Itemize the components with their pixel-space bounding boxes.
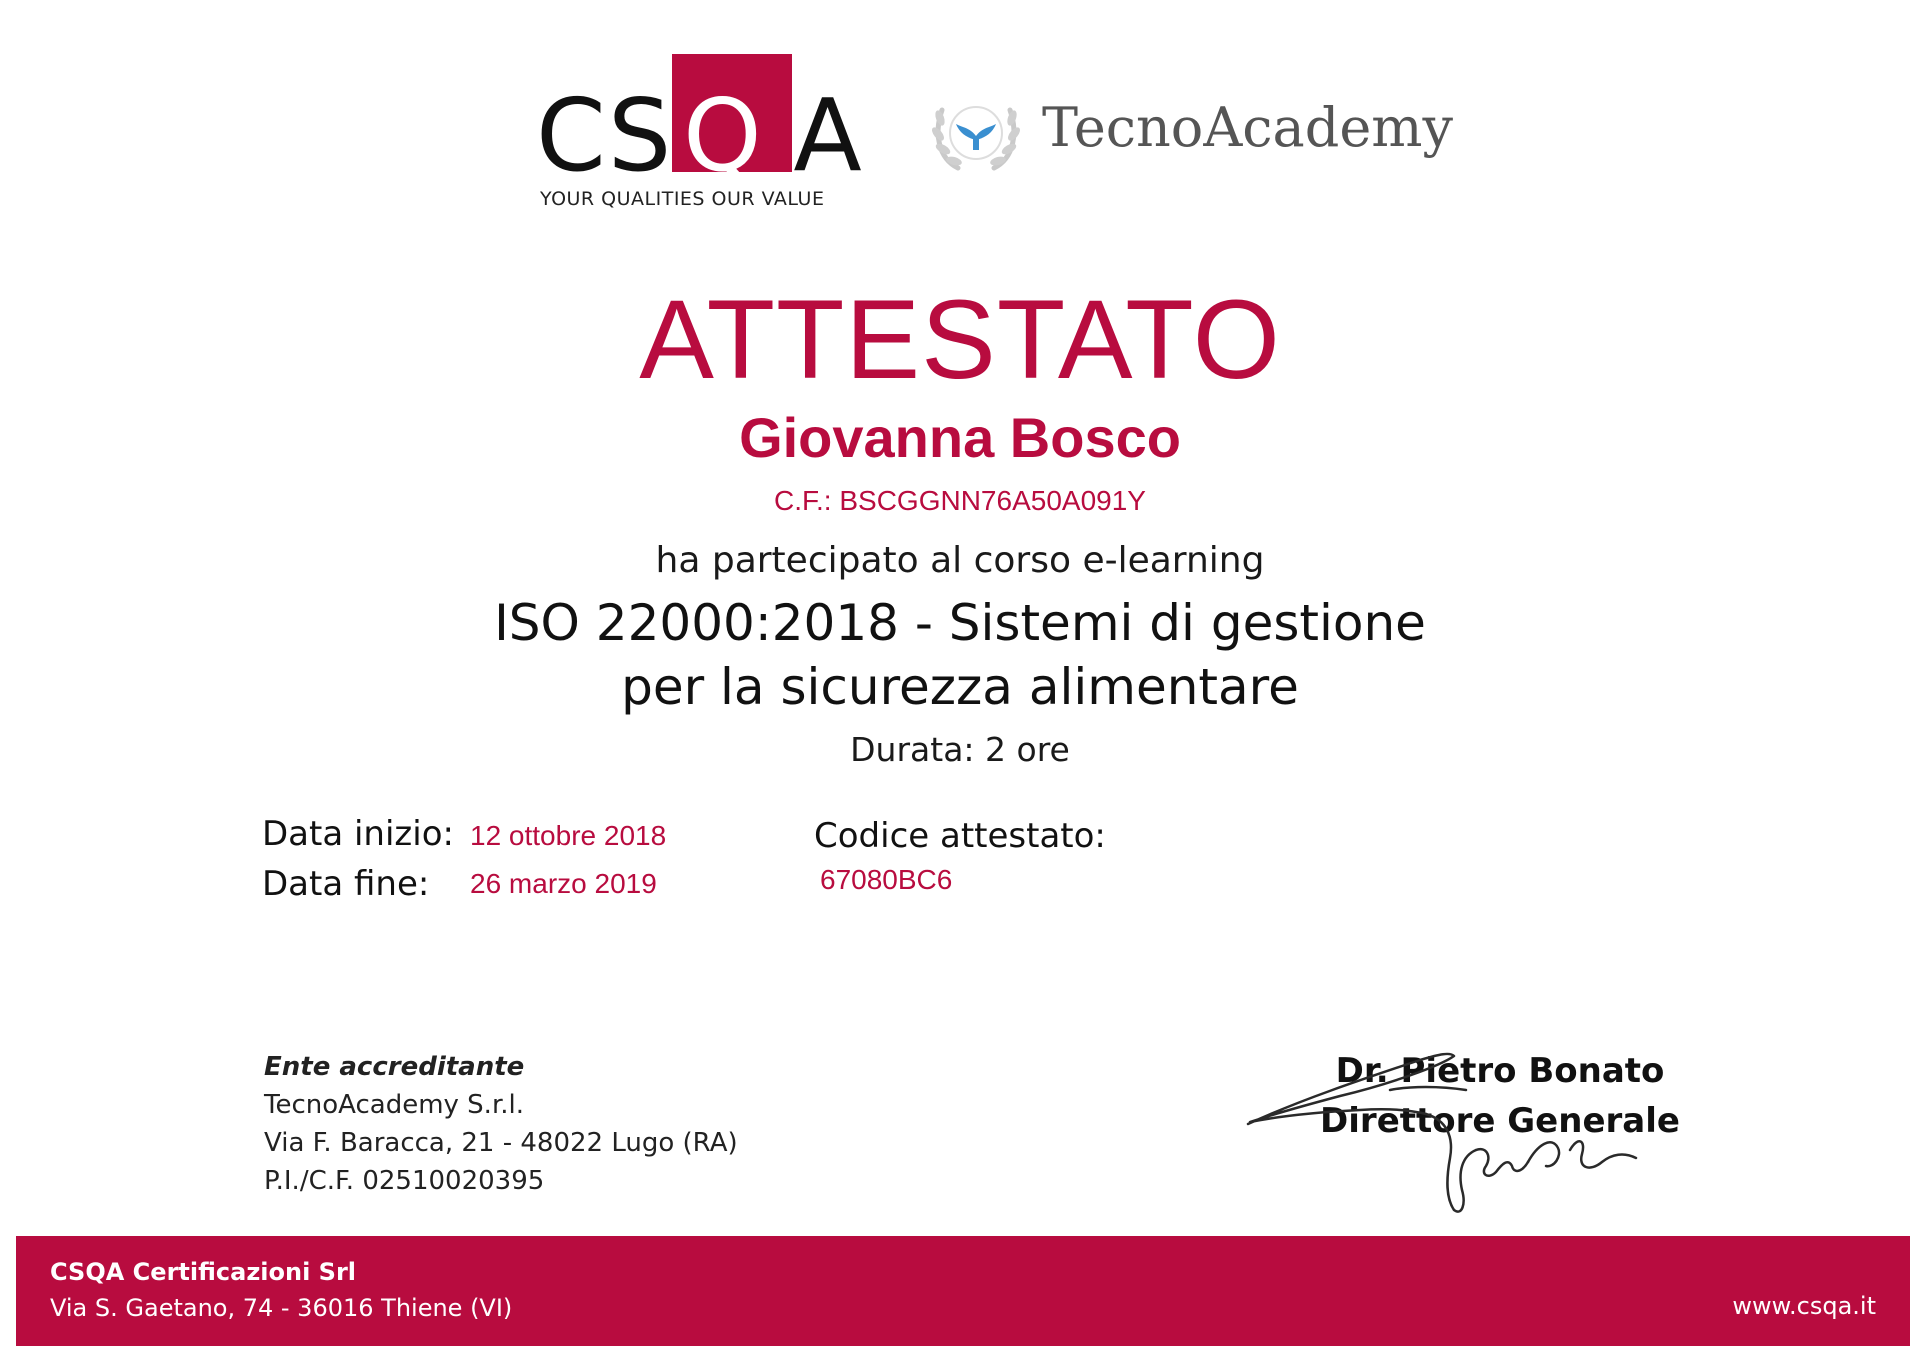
issuer-vat-number: P.I./C.F. 02510020395 [264, 1166, 545, 1196]
tecnoacademy-logo [928, 88, 1453, 178]
end-date-label: Data fine: [262, 864, 430, 904]
csqa-tagline: YOUR QUALITIES OUR VALUE [540, 188, 825, 210]
certificate-code-value: 67080BC6 [820, 864, 953, 895]
start-date-value: 12 ottobre 2018 [470, 820, 667, 851]
signer-name: Dr. Pietro Bonato [1335, 1051, 1665, 1091]
csqa-logo-q: Q [683, 77, 762, 194]
issuer-address: Via F. Baracca, 21 - 48022 Lugo (RA) [264, 1128, 738, 1158]
end-date-value: 26 marzo 2019 [470, 868, 657, 899]
certificate-title: ATTESTATO [639, 277, 1281, 402]
tecnoacademy-wordmark: TecnoAcademy [1042, 96, 1453, 159]
footer-website-link[interactable]: www.csqa.it [1732, 1292, 1876, 1320]
participation-statement: ha partecipato al corso e-learning [655, 540, 1265, 581]
course-title-line-1: ISO 22000:2018 - Sistemi di gestione [494, 594, 1426, 652]
course-duration: Durata: 2 ore [850, 730, 1070, 769]
footer-bar [16, 1236, 1910, 1346]
signer-title: Direttore Generale [1320, 1101, 1680, 1141]
issuer-heading: Ente accreditante [264, 1052, 525, 1082]
csqa-logo [536, 54, 864, 214]
footer-address: Via S. Gaetano, 74 - 36016 Thiene (VI) [50, 1294, 513, 1322]
certificate-code-label: Codice attestato: [814, 816, 1106, 856]
footer-company-name: CSQA Certificazioni Srl [50, 1258, 357, 1286]
handwritten-signature [1240, 1040, 1680, 1220]
recipient-name: Giovanna Bosco [739, 406, 1181, 469]
recipient-tax-code: C.F.: BSCGGNN76A50A091Y [774, 485, 1146, 516]
laurel-wreath-icon [928, 88, 1024, 178]
issuer-name: TecnoAcademy S.r.l. [264, 1090, 524, 1120]
course-title-line-2: per la sicurezza alimentare [621, 658, 1299, 716]
csqa-logo-letters: CS A [536, 77, 864, 194]
start-date-label: Data inizio: [262, 814, 454, 854]
